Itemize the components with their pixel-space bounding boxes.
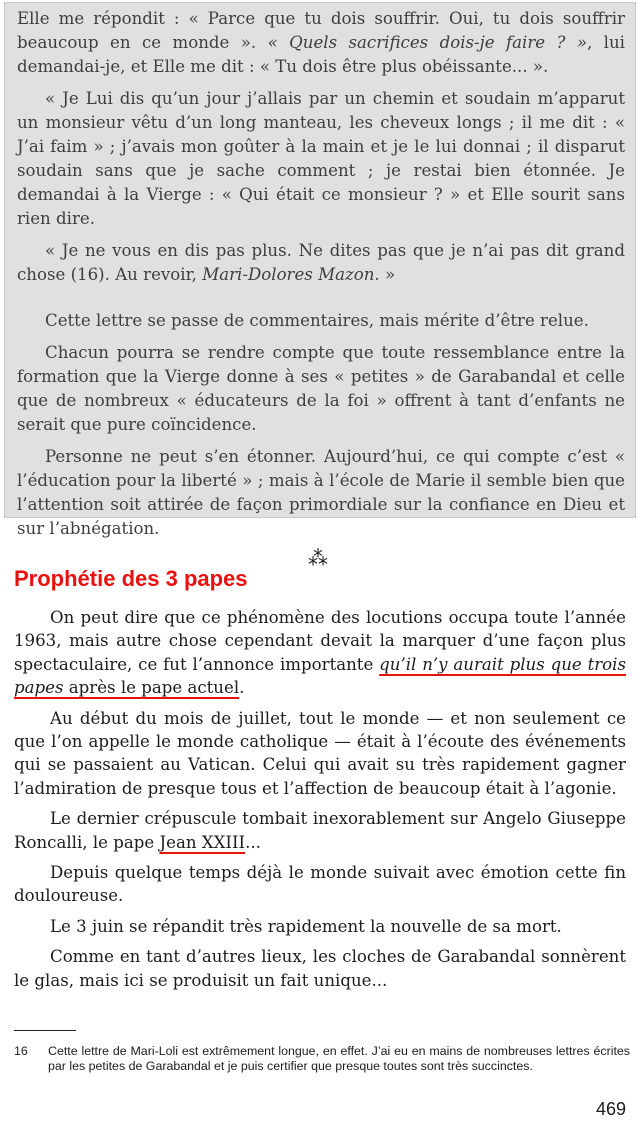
asterism-ornament: ⁂ <box>308 546 328 570</box>
body-text-span: On peut dire que ce phénomène des locutions occupa toute l’année 1963, mais autre chose cependant devait la marquer d’une façon plus spectaculaire, ce fut l’annonce importante <box>14 608 626 674</box>
signature-name: Mari-Dolores Mazon. <box>202 265 380 284</box>
commentary-paragraph: Chacun pourra se rendre compte que toute ressemblance entre la formation que la Vierge donne à ses « petites » de Garabandal et celle que de nombreux « éducateurs de la foi » offrent à tant d’enfants ne serait que pure coïncidence. <box>17 343 625 434</box>
body-paragraph: Comme en tant d’autres lieux, les cloches de Garabandal sonnèrent le glas, mais ici se produisit un fait unique... <box>14 947 626 990</box>
quote-text: » <box>379 265 396 284</box>
body-paragraph <box>14 807 626 854</box>
quote-paragraph <box>17 7 625 79</box>
highlighted-pope-name: Jean XXIII <box>159 832 246 852</box>
body-paragraph: Au début du mois de juillet, tout le monde — et non seulement ce que l’on appelle le monde catholique — était à l’écoute des événements qui se passaient au Vatican. Celui qui avait su très rapidement gagner l’admiration de presque tous et l’affection de beaucoup était à l’agonie. <box>14 708 626 798</box>
main-text <box>14 606 626 999</box>
body-paragraph <box>14 606 626 700</box>
body-paragraph: Le 3 juin se répandit très rapidement la nouvelle de sa mort. <box>50 916 562 936</box>
body-paragraph: Depuis quelque temps déjà le monde suivait avec émotion cette fin douloureuse. <box>14 863 626 906</box>
quoted-letter-box <box>4 2 636 538</box>
quote-paragraph: « Je Lui dis qu’un jour j’allais par un chemin et soudain m’apparut un monsieur vêtu d’un long manteau, les cheveux longs ; il me dit : « J’ai faim » ; j’avais mon goûter à la main et je le lui donnai ; il disparut soudain sans que je sache comment ; je restai bien étonnée. Je demandai à la Vierge : « Qui était ce monsieur ? » et Elle sourit sans rien dire. <box>17 89 625 228</box>
footnote-number: 16 <box>14 1044 28 1058</box>
quote-text: Elle me répondit : « Parce que tu dois souffrir. Oui, tu dois souffrir beaucoup en ce monde ». <box>17 9 625 52</box>
section-title: Prophétie des 3 papes <box>14 566 248 591</box>
quote-text: « Je ne vous en dis pas plus. Ne dites pas que je n’ai pas dit grand chose (16). Au revoir, <box>17 241 625 284</box>
body-text-span: Le dernier crépuscule tombait inexorablement sur Angelo Giuseppe Roncalli, le pape <box>14 809 626 852</box>
quote-paragraph <box>17 239 625 287</box>
commentary-paragraph: Personne ne peut s’en étonner. Aujourd’hui, ce qui compte c’est « l’éducation pour la liberté » ; mais à l’école de Marie il semble bien que l’attention soit attirée de façon primordiale sur la confiance en Dieu et sur l’abnégation. <box>17 447 625 538</box>
page-number: 469 <box>595 1099 626 1119</box>
footnote <box>14 1044 630 1074</box>
highlighted-text: après le pape actuel <box>63 678 240 698</box>
commentary-paragraph: Cette lettre se passe de commentaires, mais mérite d’être relue. <box>45 311 589 330</box>
highlighted-prophecy: qu’il n’y aurait plus que trois papes <box>14 654 626 698</box>
body-text-span: . <box>239 678 245 698</box>
quote-text: , lui demandai-je, et Elle me dit : « Tu dois être plus obéissante... ». <box>17 33 625 76</box>
quote-italic-text: « Quels sacrifices dois-je faire ? » <box>267 33 587 52</box>
footnote-text: Cette lettre de Mari-Loli est extrêmement longue, en effet. J’ai eu en mains de nombreuses lettres écrites par les petites de Garabandal et je puis certifier que presque toutes sont très succinctes. <box>48 1044 630 1073</box>
body-text-span: ... <box>245 832 261 852</box>
footnote-separator <box>14 1030 76 1031</box>
